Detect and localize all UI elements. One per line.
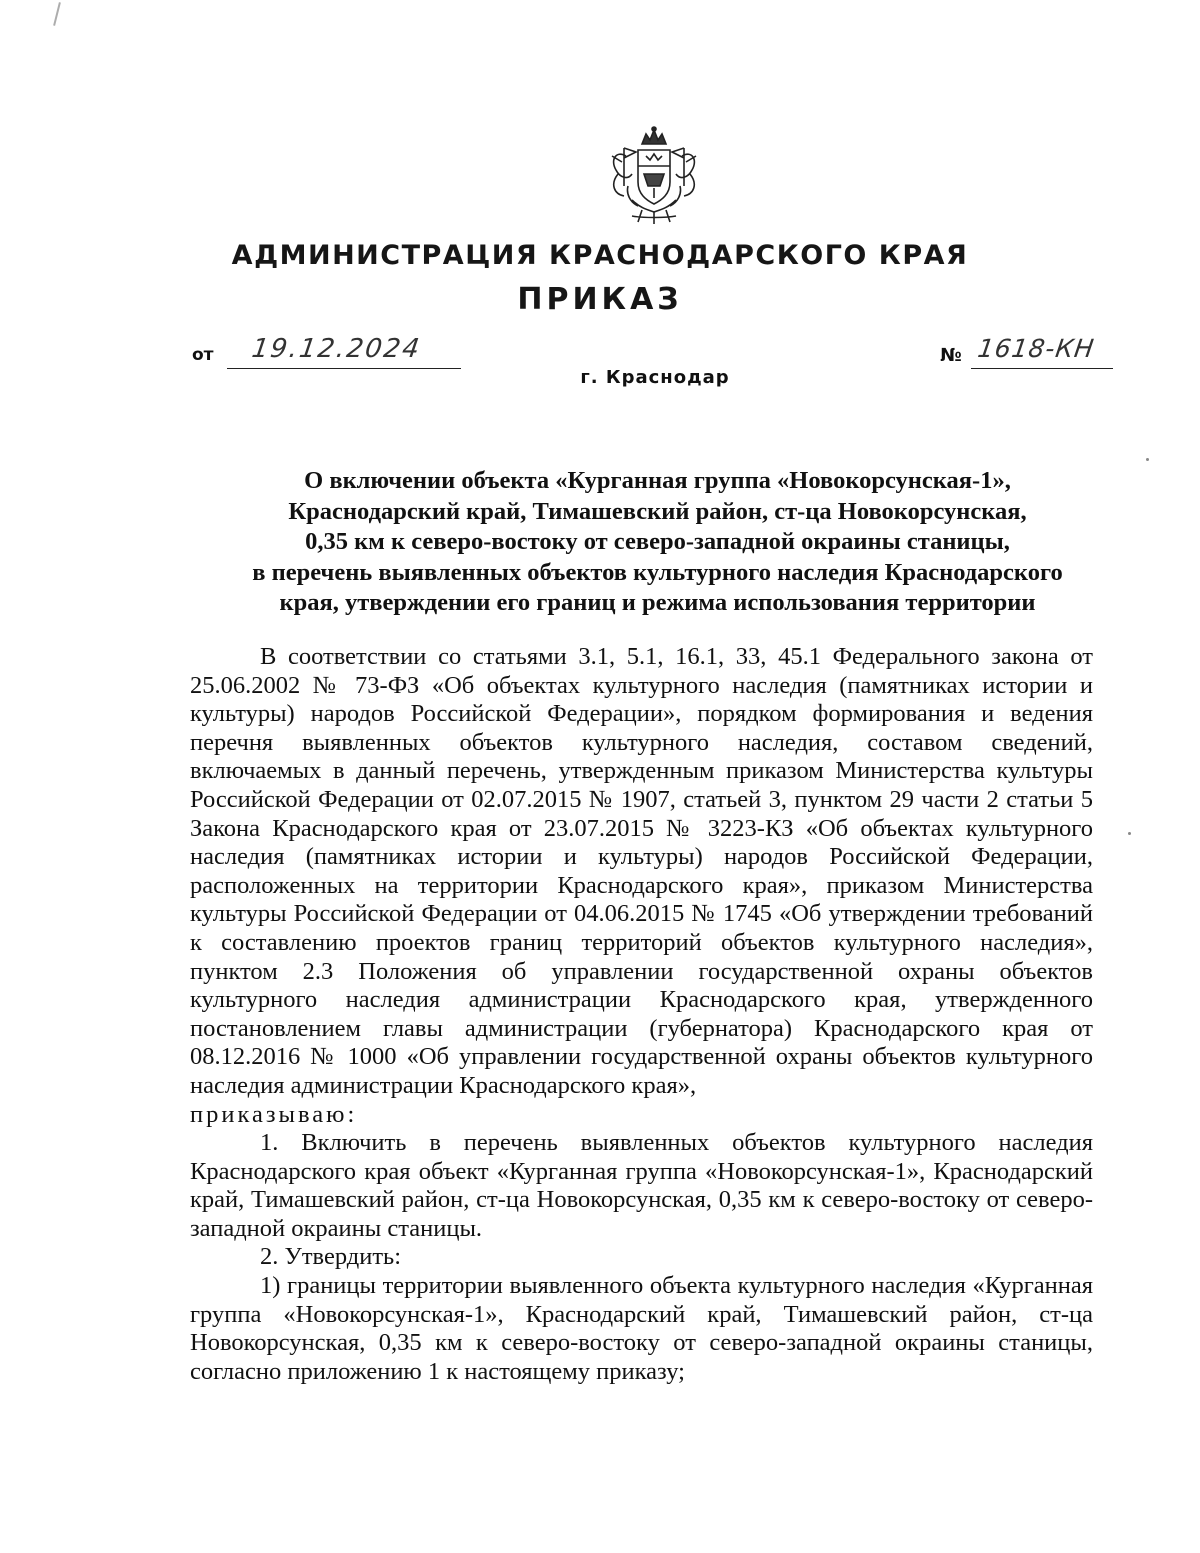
item-2-1-paragraph: 1) границы территории выявленного объекта культурного наследия «Курганная группа «Новокорсунская-1», Краснодарский край, Тимашевский район, ст-ца Новокорсунская, 0,35 км к северо-востоку от северо-западной окраины станицы, согласно приложению 1 к настоящему приказу; bbox=[190, 1272, 1093, 1385]
handwritten-order-number: 1618-КН bbox=[975, 334, 1097, 363]
item-1-paragraph: 1. Включить в перечень выявленных объектов культурного наследия Краснодарского края объект «Курганная группа «Новокорсунская-1», Краснодарский край, Тимашевский район, ст-ца Новокорсунская, 0,35 км к северо-востоку от северо-западной окраины станицы. bbox=[190, 1129, 1093, 1242]
city-name: г. Краснодар bbox=[580, 367, 730, 388]
handwritten-date: 19.12.2024 bbox=[249, 334, 423, 364]
order-title bbox=[120, 466, 1195, 619]
order-word-paragraph bbox=[190, 1101, 1093, 1130]
coat-of-arms-emblem bbox=[602, 126, 706, 226]
scan-speck bbox=[1128, 832, 1131, 835]
order-body bbox=[190, 643, 1093, 1386]
order-word: приказываю: bbox=[190, 1100, 358, 1128]
item-2-paragraph: 2. Утвердить: bbox=[260, 1243, 402, 1271]
preamble-text: В соответствии со статьями 3.1, 5.1, 16.1, 33, 45.1 Федерального закона от 25.06.2002 № 73-ФЗ «Об объектах культурного наследия (памятниках истории и культуры) народов Российской Федерации», порядком формирования и ведения перечня выявленных объектов культурного наследия, составом сведений, включаемых в данный перечень, утвержденным приказом Министерства культуры Российской Федерации от 02.07.2015 № 1907, статьей 3, пунктом 29 части 2 статьи 5 Закона Краснодарского края от 23.07.2015 № 3223-КЗ «Об объектах культурного наследия (памятниках истории и культуры) народов Российской Федерации, расположенных на территории Краснодарского края», приказом Министерства культуры Российской Федерации от 04.06.2015 № 1745 «Об утверждении требований к составлению проектов границ территорий объектов культурного наследия», пунктом 2.3 Положения об управлении государственной охраны объектов культурного наследия администрации Краснодарского края, утвержденного постановлением главы администрации (губернатора) Краснодарского края от 08.12.2016 № 1000 «Об управлении государственной охраны объектов культурного наследия администрации Краснодарского края», bbox=[190, 643, 1093, 1099]
number-label: № bbox=[940, 345, 962, 366]
title-line: О включении объекта «Курганная группа «Новокорсунская-1», bbox=[304, 467, 1011, 494]
title-line: в перечень выявленных объектов культурного наследия Краснодарского bbox=[252, 558, 1063, 586]
date-label: от bbox=[192, 345, 214, 365]
title-line: Краснодарский край, Тимашевский район, ст-ца Новокорсунская, bbox=[288, 497, 1027, 525]
organization-title: АДМИНИСТРАЦИЯ КРАСНОДАРСКОГО КРАЯ bbox=[231, 240, 969, 271]
document-type-title: ПРИКАЗ bbox=[517, 282, 683, 317]
scan-artifact bbox=[53, 2, 61, 26]
scan-speck bbox=[1146, 458, 1149, 461]
title-line: 0,35 км к северо-востоку от северо-западной окраины станицы, bbox=[305, 528, 1010, 555]
preamble-paragraph bbox=[190, 643, 1093, 1101]
title-line: края, утверждении его границ и режима использования территории bbox=[279, 589, 1036, 616]
